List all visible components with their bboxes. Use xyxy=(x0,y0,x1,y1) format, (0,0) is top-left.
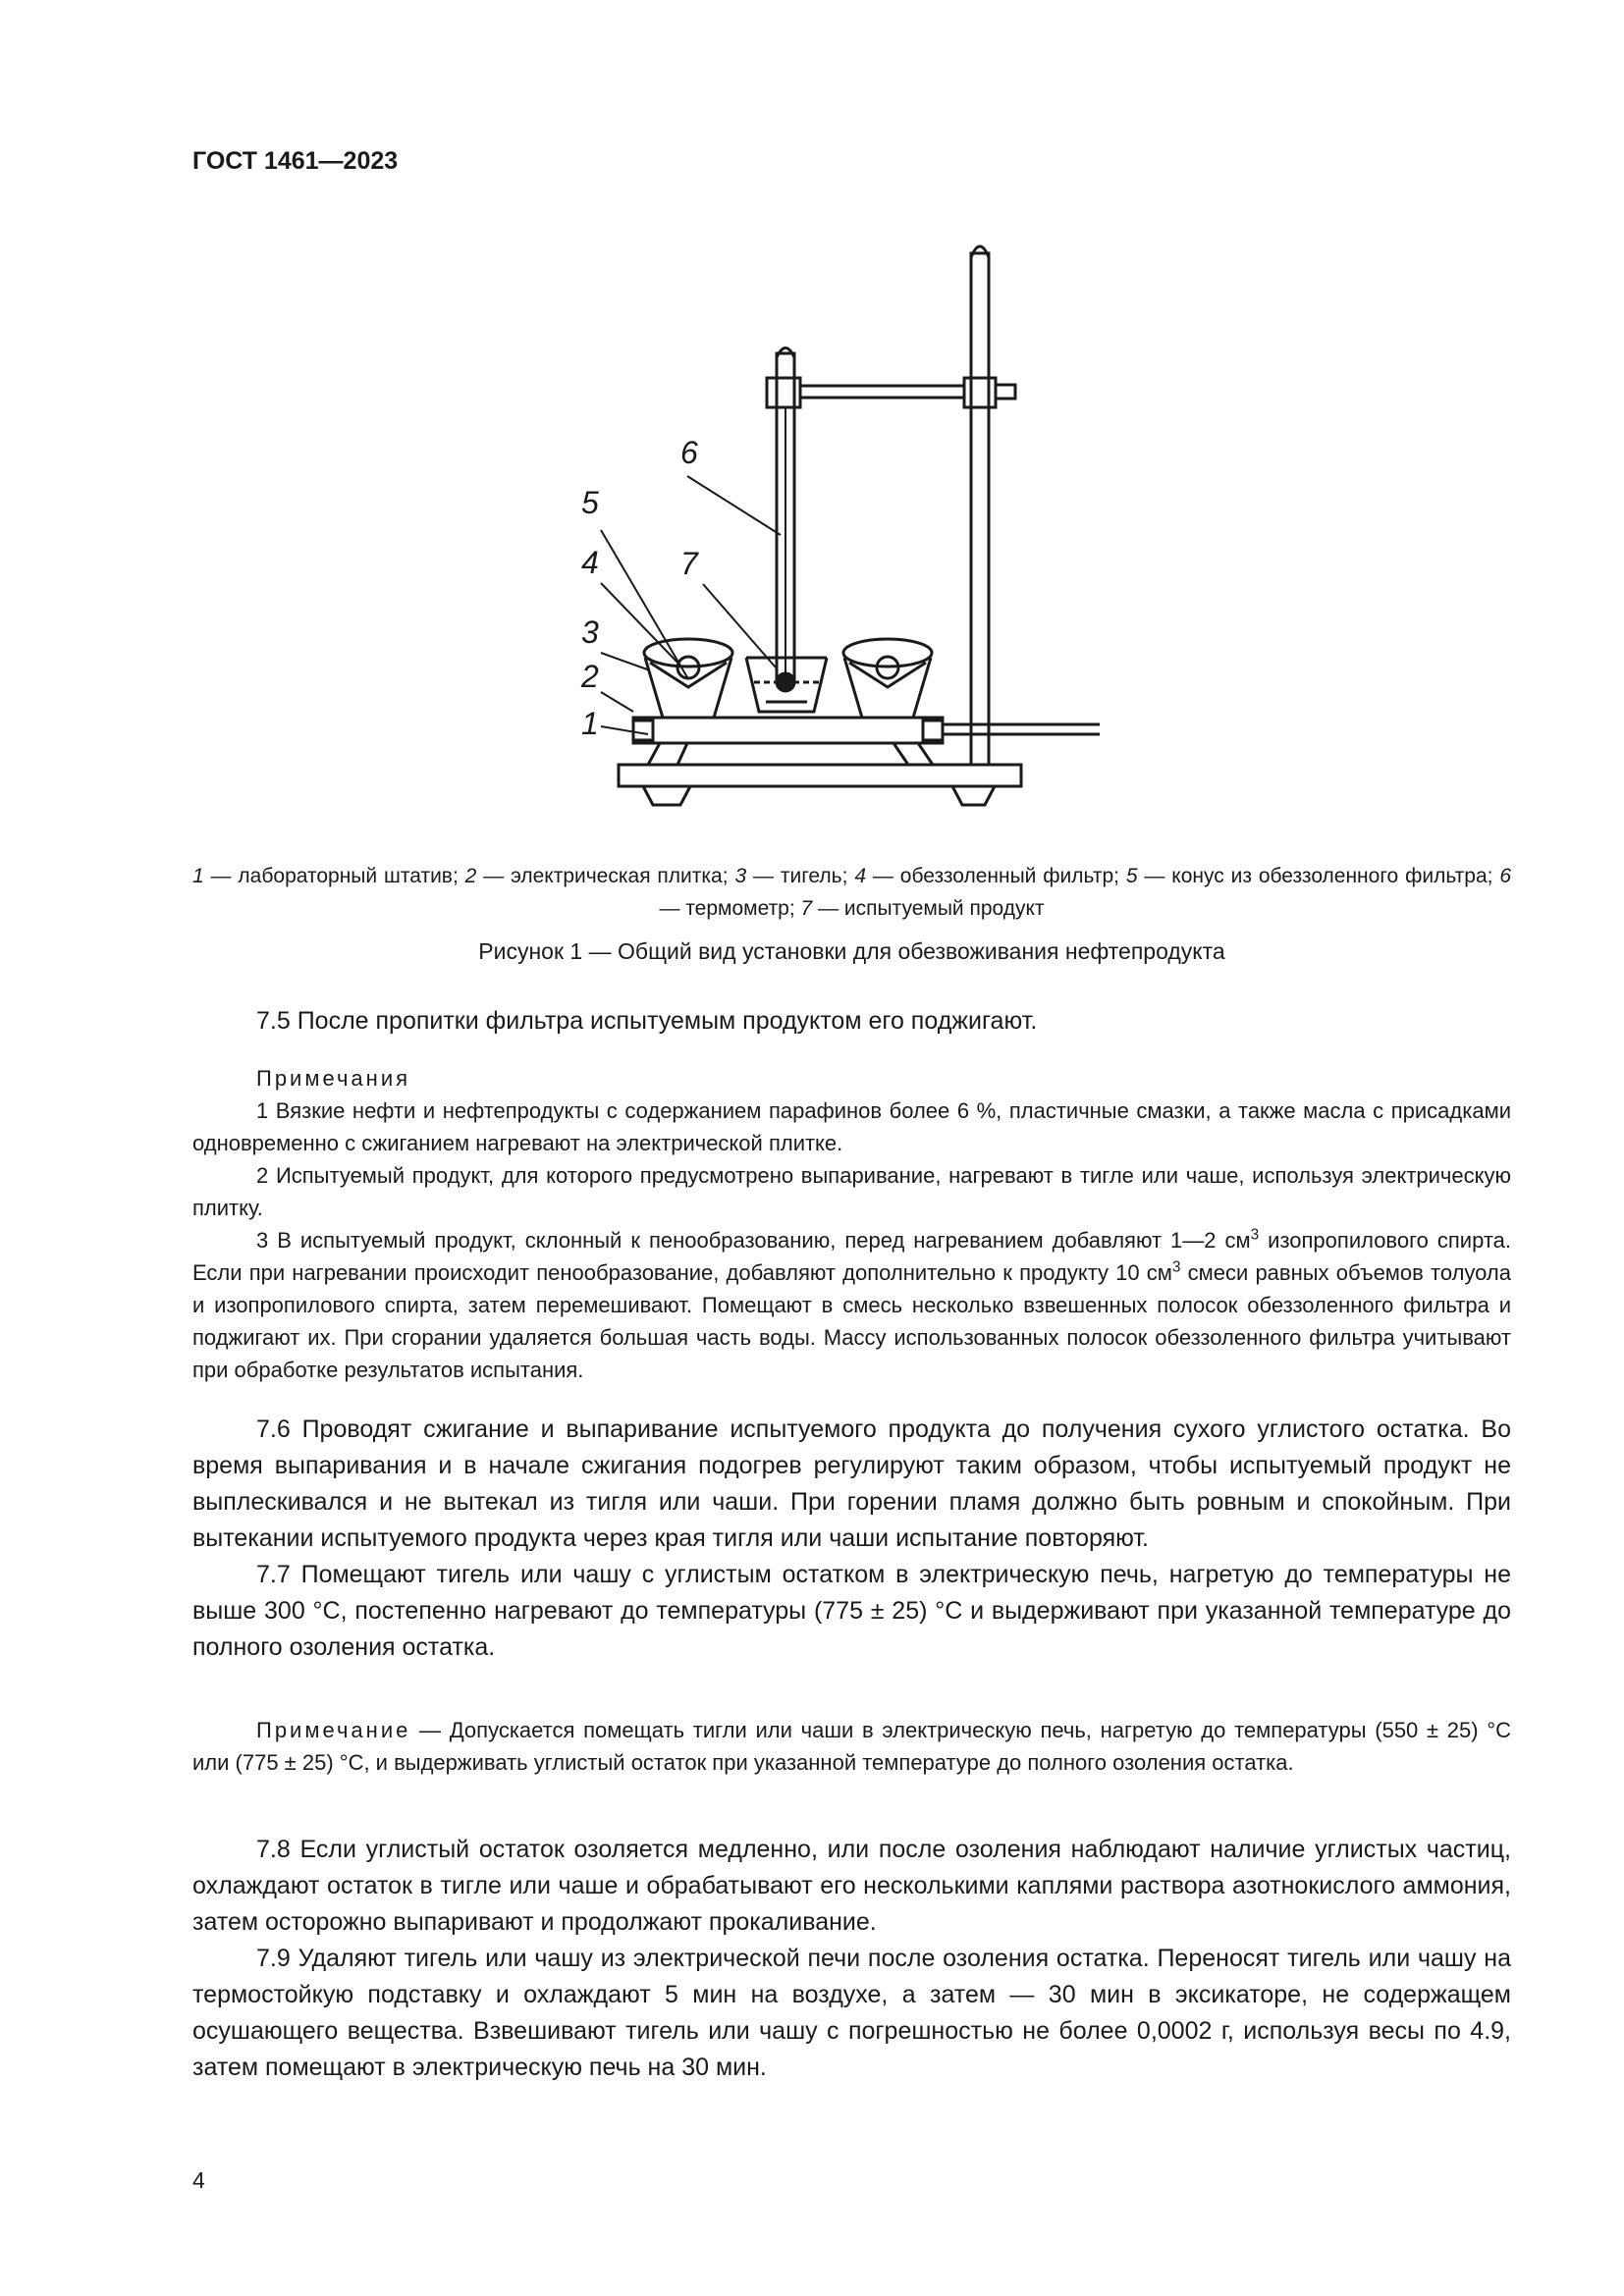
paragraph-7-8: 7.8 Если углистый остаток озоляется медленно, или после озоления наблюдают наличие углистых частиц, охлаждают остаток в тигле или чаше и обрабатывают его несколькими каплями раствора азотнокислого аммония, затем осторожно выпаривают и продолжают прокаливание. xyxy=(192,1836,1511,1936)
figure-label-7: 7 xyxy=(680,546,698,581)
hot-plate xyxy=(633,718,943,743)
apparatus-figure xyxy=(550,226,1100,834)
figure-legend: 1 — лабораторный штатив; 2 — электрическая плитка; 3 — тигель; 4 — обеззоленный фильтр; 5 — конус из обеззоленного фильтра; 6 — термометр; 7 — испытуемый продукт xyxy=(192,865,1512,920)
figure-label-5: 5 xyxy=(581,485,599,520)
note-2: 2 Испытуемый продукт, для которого предусмотрено выпаривание, нагревают в тигле или чаше, используя электрическую плитку. xyxy=(192,1163,1511,1220)
figure-caption: Рисунок 1 — Общий вид установки для обезвоживания нефтепродукта xyxy=(478,938,1225,964)
paragraph-7-6: 7.6 Проводят сжигание и выпаривание испытуемого продукта до получения сухого углистого остатка. Во время выпаривания и в начале сжигания подогрев регулируют таким образом, чтобы испытуемый продукт не выплескивался и не вытекал из тигля или чаши. При горении пламя должно быть ровным и спокойным. При вытекании испытуемого продукта через края тигля или чаши испытание повторяют. xyxy=(192,1415,1511,1552)
sections-7-6-7-7 xyxy=(192,1412,1511,1666)
notes-block xyxy=(192,1062,1511,1386)
sections-7-8-7-9 xyxy=(192,1832,1511,2086)
stand-base xyxy=(619,765,1021,786)
paragraph-7-9: 7.9 Удаляют тигель или чашу из электрической печи после озоления остатка. Переносят тигель или чашу на термостойкую подставку и охлаждают 5 мин на воздухе, а затем — 30 мин в эксикаторе, не содержащем осушающего вещества. Взвешивают тигель или чашу с погрешностью не более 0,0002 г, используя весы по 4.9, затем помещают в электрическую печь на 30 мин. xyxy=(192,1945,1511,2081)
note-7-7 xyxy=(192,1714,1511,1779)
figure-label-6: 6 xyxy=(680,435,698,470)
figure-label-3: 3 xyxy=(581,614,599,650)
notes-title: Примечания xyxy=(256,1066,411,1091)
page-number: 4 xyxy=(192,2167,205,2193)
note-1: 1 Вязкие нефти и нефтепродукты с содержанием парафинов более 6 %, пластичные смазки, а также масла с присадками одновременно с сжиганием нагревают на электрической плитке. xyxy=(192,1098,1511,1155)
note-7-7-title: Примечание xyxy=(256,1718,411,1742)
stand-foot-right xyxy=(952,786,995,805)
figure-label-4: 4 xyxy=(581,545,599,580)
note-7-7-text: — Допускается помещать тигли или чаши в электрическую печь, нагретую до температуры (550 ± 25) °С или (775 ± 25) °С, и выдерживать углистый остаток при указанной температуре до полного озоления остатка. xyxy=(192,1718,1511,1775)
stand-rod xyxy=(971,253,989,765)
clamp-screw xyxy=(996,385,1015,399)
document-header: ГОСТ 1461—2023 xyxy=(192,147,399,175)
stand-foot-left xyxy=(643,786,690,805)
clamp-upper-right xyxy=(964,378,996,407)
figure-label-2: 2 xyxy=(581,659,599,694)
section-7-5 xyxy=(192,1003,1511,1040)
paragraph-7-5: 7.5 После пропитки фильтра испытуемым продуктом его поджигают. xyxy=(256,1007,1038,1035)
paragraph-7-7: 7.7 Помещают тигель или чашу с углистым остатком в электрическую печь, нагретую до температуры не выше 300 °С, постепенно нагревают до температуры (775 ± 25) °С и выдерживают при указанной температуре до полного озоления остатка. xyxy=(192,1561,1511,1661)
figure-label-1: 1 xyxy=(581,706,599,741)
note-3: 3 В испытуемый продукт, склонный к пенообразованию, перед нагреванием добавляют 1—2 $см^3$ изопропилового спирта. Если при нагревании происходит пенообразование, добавляют дополнительно к продукту 10 $см^3$ смеси равных объемов толуола и изопропилового спирта, затем перемешивают. Помещают в смесь несколько взвешенных полосок обеззоленного фильтра и поджигают их. При сгорании удаляется большая часть воды. Массу использованных полосок обеззоленного фильтра учитывают при обработке результатов испытания. xyxy=(192,1226,1511,1382)
